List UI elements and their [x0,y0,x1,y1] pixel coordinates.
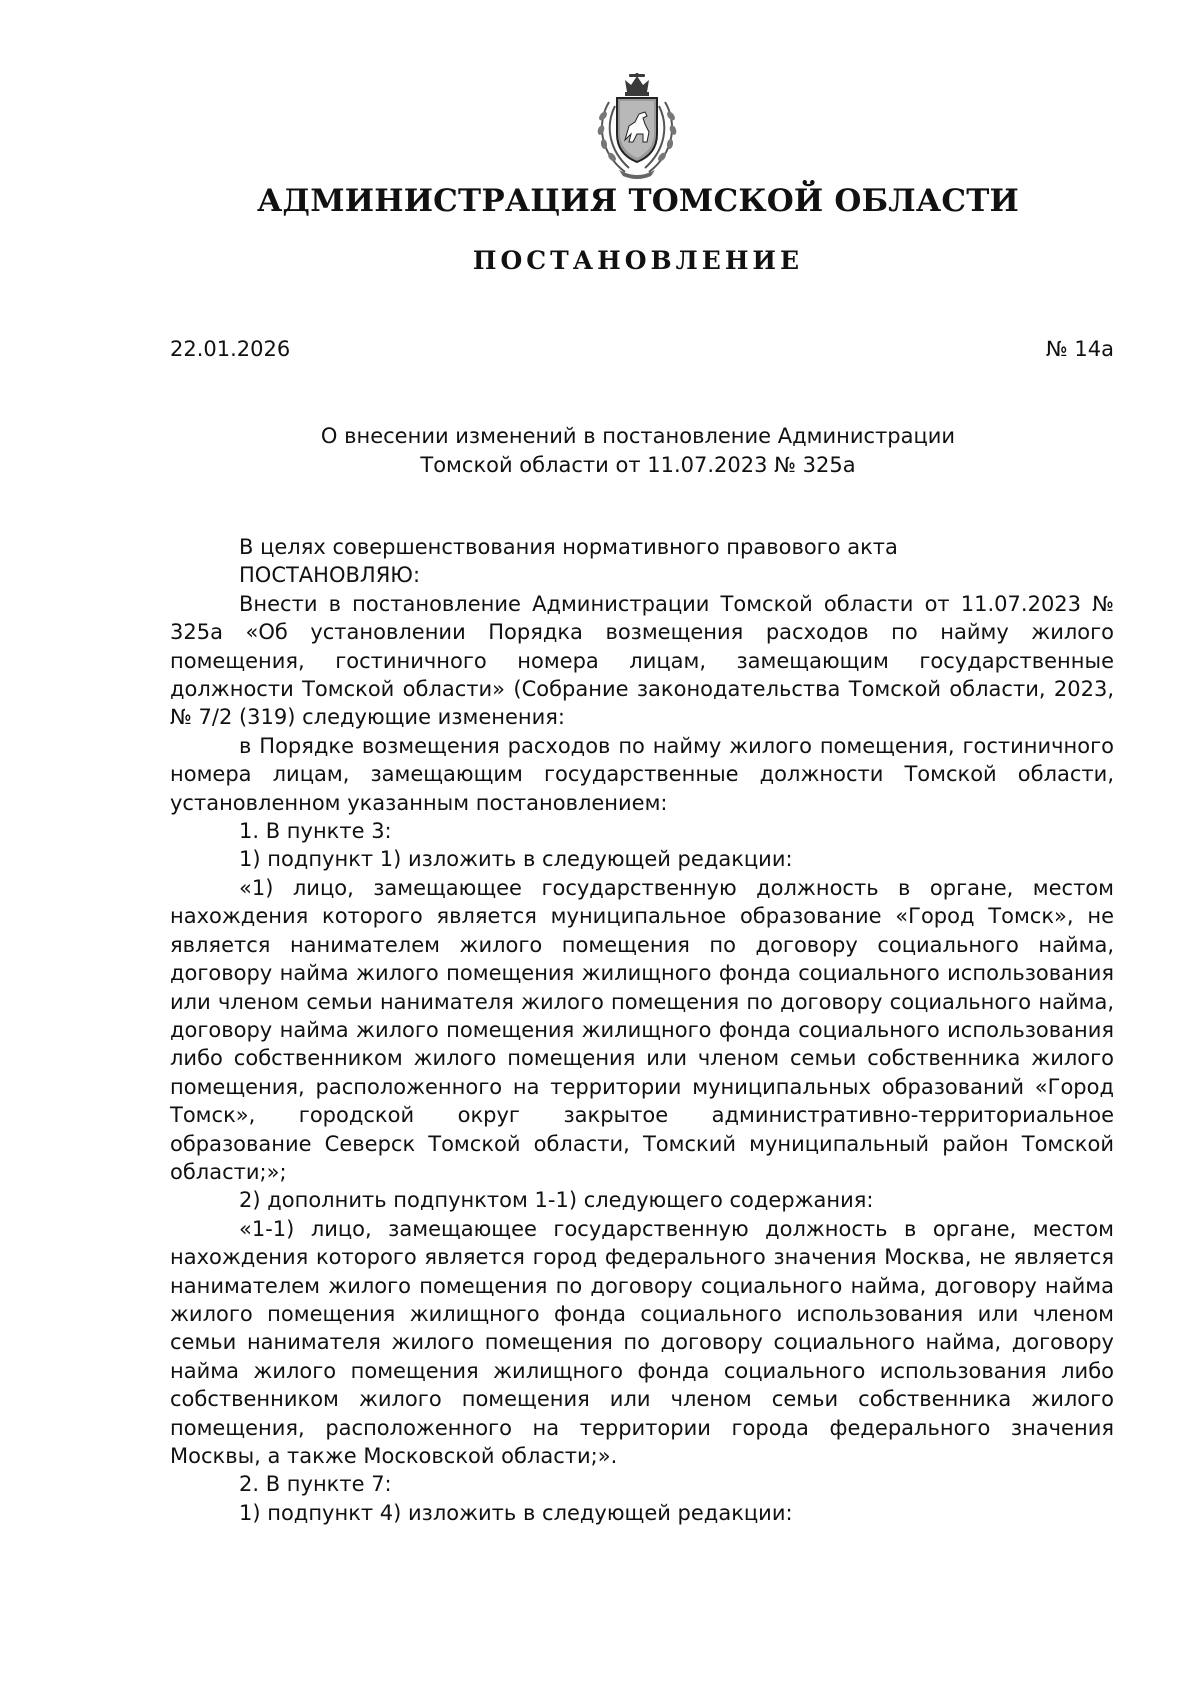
paragraph: «1) лицо, замещающее государственную должность в органе, местом нахождения которого является муниципальное образование «Город Томск», не является нанимателем жилого помещения по договору социального найма, договору найма жилого помещения жилищного фонда социального использования или членом семьи нанимателя жилого помещения по договору социального найма, договору найма жилого помещения жилищного фонда социального использования либо собственником жилого помещения или членом семьи собственника жилого помещения, расположенного на территории муниципальных образований «Город Томск», городской округ закрытое административно-территориальное образование Северск Томской области, Томский муниципальный район Томской области;»; [170,875,1114,1184]
document-number: № 14а [1045,337,1114,361]
paragraph: 1. В пункте 3: [239,819,392,844]
paragraph: 2) дополнить подпунктом 1-1) следующего содержания: [239,1188,874,1213]
paragraph: В целях совершенствования нормативного правового акта [239,535,898,559]
document-body [170,533,1114,1527]
paragraph: ПОСТАНОВЛЯЮ: [239,563,421,588]
paragraph: «1-1) лицо, замещающее государственную должность в органе, местом нахождения которого является город федерального значения Москва, не является нанимателем жилого помещения по договору социального найма, договору найма жилого помещения жилищного фонда социального использования или членом семьи нанимателя жилого помещения по договору социального найма, договору найма жилого помещения жилищного фонда социального использования либо собственником жилого помещения или членом семьи собственника жилого помещения, расположенного на территории города федерального значения Москвы, а также Московской области;». [170,1216,1114,1468]
paragraph: 2. В пункте 7: [239,1472,392,1497]
paragraph: Внести в постановление Администрации Томской области от 11.07.2023 № 325а «Об установлении Порядка возмещения расходов по найму жилого помещения, гостиничного номера лицам, замещающим государственные должности Томской области» (Собрание законодательства Томской области, 2023, № 7/2 (319) следующие изменения: [170,591,1114,730]
paragraph: 1) подпункт 1) изложить в следующей редакции: [239,847,793,872]
document-date: 22.01.2026 [170,337,291,361]
organization-title: АДМИНИСТРАЦИЯ ТОМСКОЙ ОБЛАСТИ [256,183,1019,219]
subject-line: О внесении изменений в постановление Администрации [320,424,956,448]
document-type: ПОСТАНОВЛЕНИЕ [472,246,804,275]
paragraph: 1) подпункт 4) изложить в следующей редакции: [239,1500,793,1525]
document-subject [0,422,1200,480]
paragraph: в Порядке возмещения расходов по найму жилого помещения, гостиничного номера лицам, замещающим государственные должности Томской области, установленном указанным постановлением: [170,733,1114,815]
coat-of-arms-icon [585,72,689,180]
subject-line: Томской области от 11.07.2023 № 325а [420,453,856,477]
